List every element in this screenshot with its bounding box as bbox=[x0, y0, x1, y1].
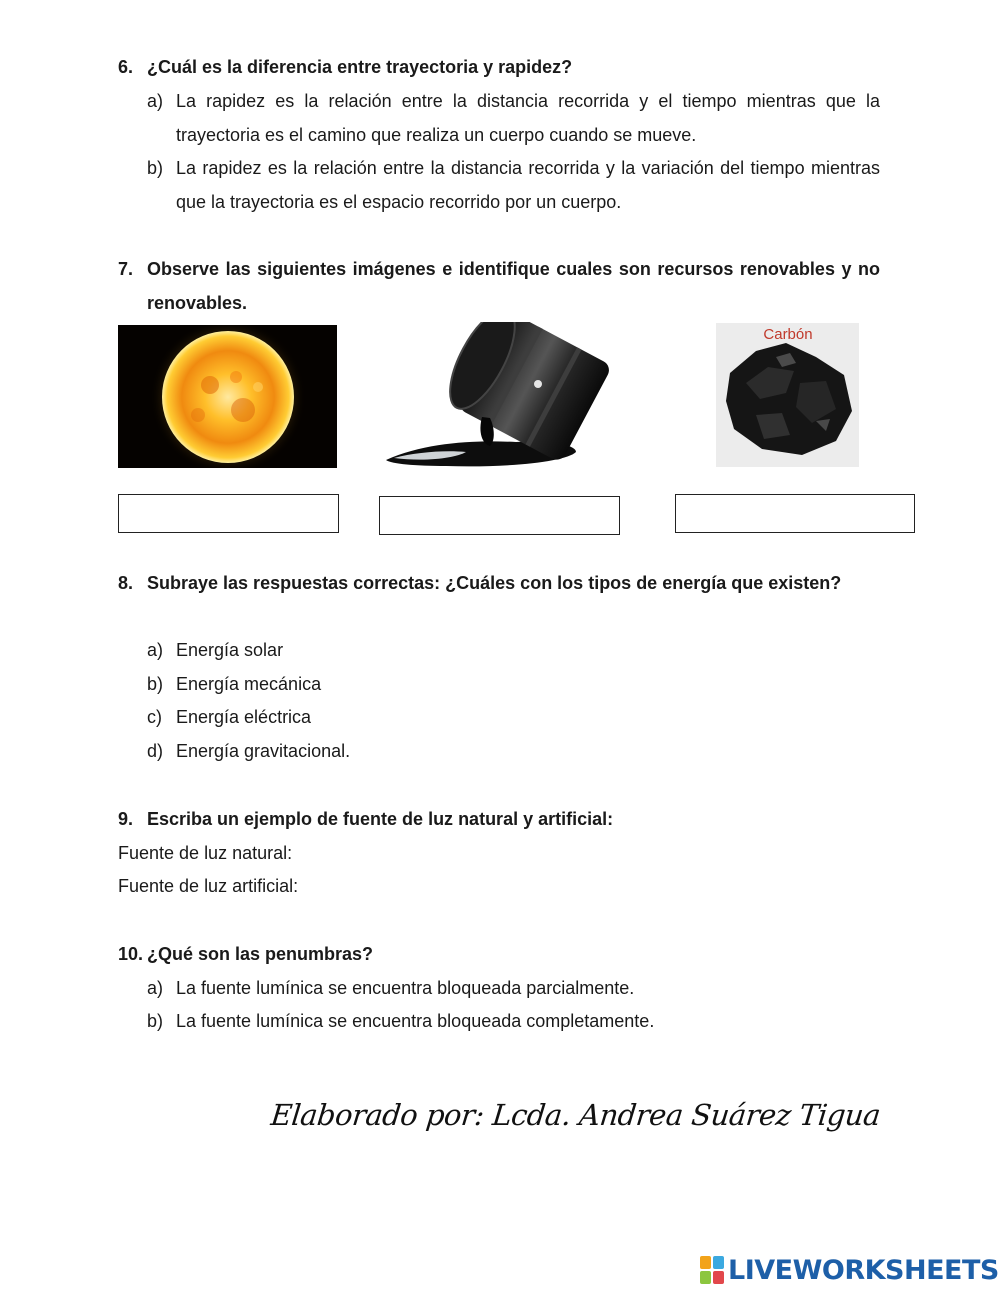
artificial-light-label: Fuente de luz artificial: bbox=[118, 876, 299, 896]
answer-box-coal[interactable] bbox=[675, 494, 915, 533]
question-8-number: 8. bbox=[118, 573, 134, 593]
q10-option-b-text: La fuente lumínica se encuentra bloqueada completamente. bbox=[176, 1011, 655, 1031]
liveworksheets-wordmark: LIVEWORKSHEETS bbox=[728, 1254, 999, 1286]
q8-option-d-text: Energía gravitacional. bbox=[176, 741, 351, 761]
natural-light-label: Fuente de luz natural: bbox=[118, 843, 293, 863]
answer-box-oil[interactable] bbox=[379, 496, 620, 535]
oil-barrel-image bbox=[386, 322, 622, 468]
answer-box-sun[interactable] bbox=[118, 494, 339, 533]
question-10-text: ¿Qué son las penumbras? bbox=[147, 944, 374, 964]
question-9-text: Escriba un ejemplo de fuente de luz natural y artificial: bbox=[147, 809, 614, 829]
q8-option-b-letter: b) bbox=[147, 674, 164, 694]
q8-option-c[interactable] bbox=[147, 700, 880, 734]
q8-option-b-text: Energía mecánica bbox=[176, 674, 322, 694]
q10-option-a-text: La fuente lumínica se encuentra bloqueada parcialmente. bbox=[176, 978, 635, 998]
q10-option-a-letter: a) bbox=[147, 978, 164, 998]
question-9 bbox=[118, 802, 880, 836]
q8-option-a[interactable] bbox=[147, 633, 880, 667]
question-8 bbox=[118, 566, 880, 600]
q6-option-b bbox=[147, 151, 880, 219]
q8-option-a-letter: a) bbox=[147, 640, 164, 660]
q6-option-a bbox=[147, 84, 880, 152]
question-7 bbox=[118, 252, 880, 320]
liveworksheets-logo bbox=[700, 1254, 999, 1286]
q6-option-a-letter: a) bbox=[147, 91, 164, 111]
question-7-text: Observe las siguientes imágenes e identifique cuales son recursos renovables y no renovables. bbox=[147, 259, 880, 313]
q10-option-b[interactable] bbox=[147, 1004, 880, 1038]
coal-caption: Carbón bbox=[763, 326, 813, 343]
q10-option-a[interactable] bbox=[147, 971, 880, 1005]
q8-option-c-letter: c) bbox=[147, 707, 162, 727]
q6-option-a-text: La rapidez es la relación entre la distancia recorrida y el tiempo mientras que la trayectoria es el camino que realiza un cuerpo cuando se mueve. bbox=[176, 91, 880, 145]
q8-option-d-letter: d) bbox=[147, 741, 164, 761]
sun-image bbox=[118, 325, 337, 468]
q6-option-b-letter: b) bbox=[147, 158, 164, 178]
q10-option-b-letter: b) bbox=[147, 1011, 164, 1031]
q8-option-c-text: Energía eléctrica bbox=[176, 707, 312, 727]
question-7-number: 7. bbox=[118, 259, 134, 279]
question-10-number: 10. bbox=[118, 944, 144, 964]
question-6 bbox=[118, 50, 880, 84]
q8-option-d[interactable] bbox=[147, 734, 880, 768]
q8-option-b[interactable] bbox=[147, 667, 880, 701]
author-signature: Elaborado por: Lcda. Andrea Suárez Tigua bbox=[269, 1098, 882, 1132]
question-10 bbox=[118, 937, 880, 971]
question-9-number: 9. bbox=[118, 809, 134, 829]
question-6-number: 6. bbox=[118, 57, 134, 77]
liveworksheets-icon bbox=[700, 1256, 724, 1284]
coal-image bbox=[716, 323, 859, 467]
question-6-text: ¿Cuál es la diferencia entre trayectoria y rapidez? bbox=[147, 57, 573, 77]
question-8-text: Subraye las respuestas correctas: ¿Cuáles con los tipos de energía que existen? bbox=[147, 573, 842, 593]
q8-option-a-text: Energía solar bbox=[176, 640, 284, 660]
q6-option-b-text: La rapidez es la relación entre la distancia recorrida y la variación del tiempo mientras que la trayectoria es el espacio recorrido por un cuerpo. bbox=[176, 158, 880, 212]
